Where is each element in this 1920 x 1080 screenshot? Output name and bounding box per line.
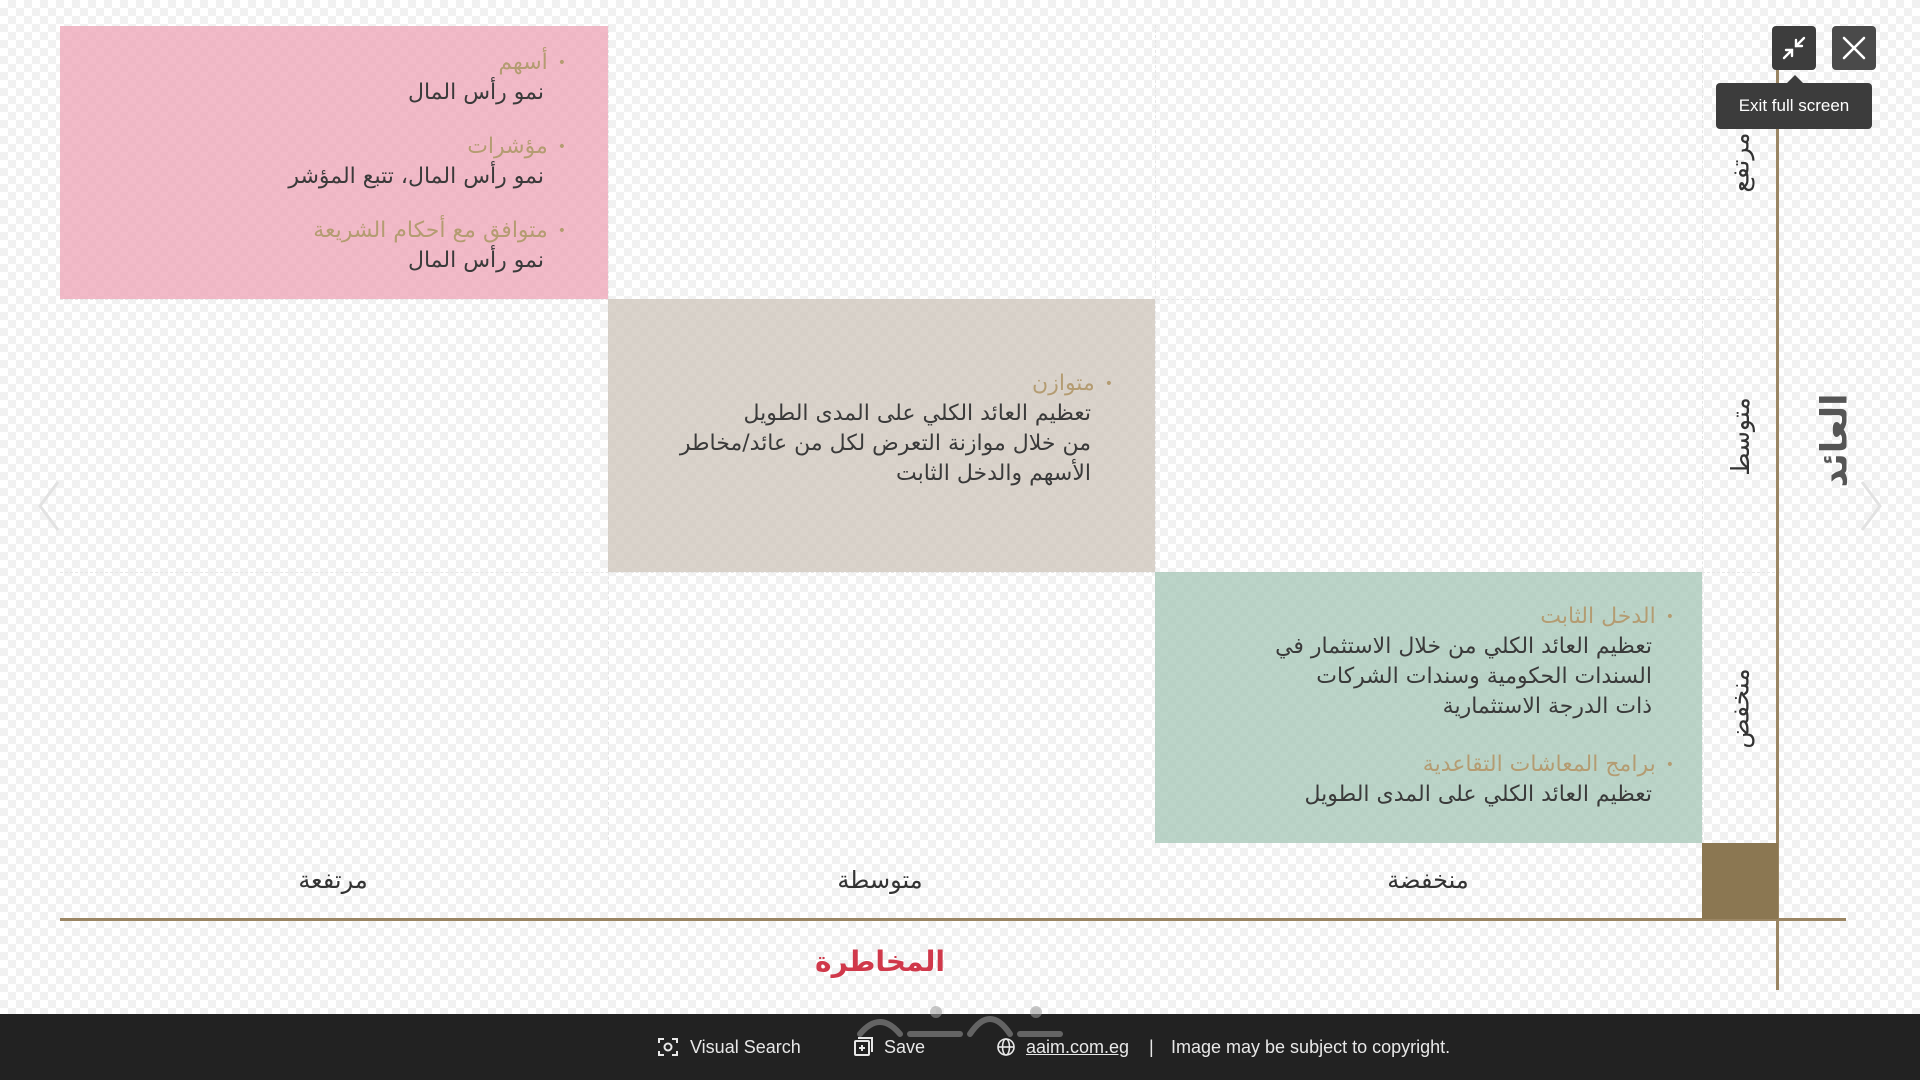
close-icon	[1839, 33, 1869, 63]
item-title: • متوافق مع أحكام الشريعة	[313, 216, 566, 246]
item-title: • برامج المعاشات التقاعدية	[1305, 750, 1674, 780]
list-item	[680, 369, 1113, 489]
source-domain: aaim.com.eg	[1026, 1036, 1130, 1057]
list-item	[288, 132, 566, 192]
item-title: • الدخل الثابت	[1275, 602, 1674, 632]
list-item	[313, 216, 566, 276]
item-title: • أسهم	[408, 48, 566, 78]
previous-image-button[interactable]	[34, 478, 64, 534]
risk-axis-title: المخاطرة	[815, 945, 945, 978]
visual-search-icon	[656, 1035, 680, 1059]
return-axis-title: العائد	[1814, 392, 1856, 488]
item-title: • مؤشرات	[288, 132, 566, 162]
chevron-right-icon	[1856, 478, 1886, 534]
cell-medium-risk-medium-return	[608, 299, 1155, 572]
item-desc: نمو رأس المال، تتبع المؤشر	[288, 164, 544, 189]
return-level-low: منخفض	[1725, 667, 1755, 749]
list-item	[1305, 750, 1674, 810]
return-level-high: مرتفع	[1725, 131, 1755, 193]
close-button[interactable]	[1832, 26, 1876, 70]
copyright-notice: Image may be subject to copyright.	[1171, 1036, 1451, 1057]
visual-search-button[interactable]	[656, 1014, 801, 1080]
list-item	[1275, 602, 1674, 722]
item-desc: نمو رأس المال	[407, 80, 544, 105]
save-label: Save	[884, 1036, 926, 1057]
exit-fullscreen-button[interactable]	[1772, 26, 1816, 70]
chevron-left-icon	[34, 478, 64, 534]
next-image-button[interactable]	[1856, 478, 1886, 534]
item-desc: تعظيم العائد الكلي على المدى الطويل من خلال موازنة التعرض لكل من عائد/مخاطر الأسهم والدخل الثابت	[679, 401, 1091, 486]
return-level-medium: متوسط	[1725, 396, 1755, 476]
risk-level-high: مرتفعة	[298, 866, 368, 894]
axis-corner-box	[1702, 843, 1778, 919]
exit-fullscreen-icon	[1780, 34, 1808, 62]
site-logo-watermark	[840, 990, 1080, 1050]
risk-level-low: منخفضة	[1387, 866, 1469, 894]
visual-search-label: Visual Search	[690, 1036, 801, 1057]
risk-axis-line	[60, 918, 1846, 921]
item-desc: تعظيم العائد الكلي على المدى الطويل	[1304, 782, 1652, 807]
item-desc: تعظيم العائد الكلي من خلال الاستثمار في السندات الحكومية وسندات الشركات ذات الدرجة الاستثمارية	[1275, 634, 1652, 719]
item-desc: نمو رأس المال	[407, 248, 544, 273]
list-item	[408, 48, 566, 108]
cell-low-risk-low-return	[1155, 572, 1702, 843]
grid-line	[1702, 25, 1703, 845]
risk-level-medium: متوسطة	[837, 866, 923, 894]
cell-high-risk-high-return	[60, 26, 608, 299]
separator: |	[1149, 1036, 1154, 1057]
item-title: • متوازن	[680, 369, 1113, 399]
exit-fullscreen-tooltip: Exit full screen	[1716, 83, 1872, 129]
